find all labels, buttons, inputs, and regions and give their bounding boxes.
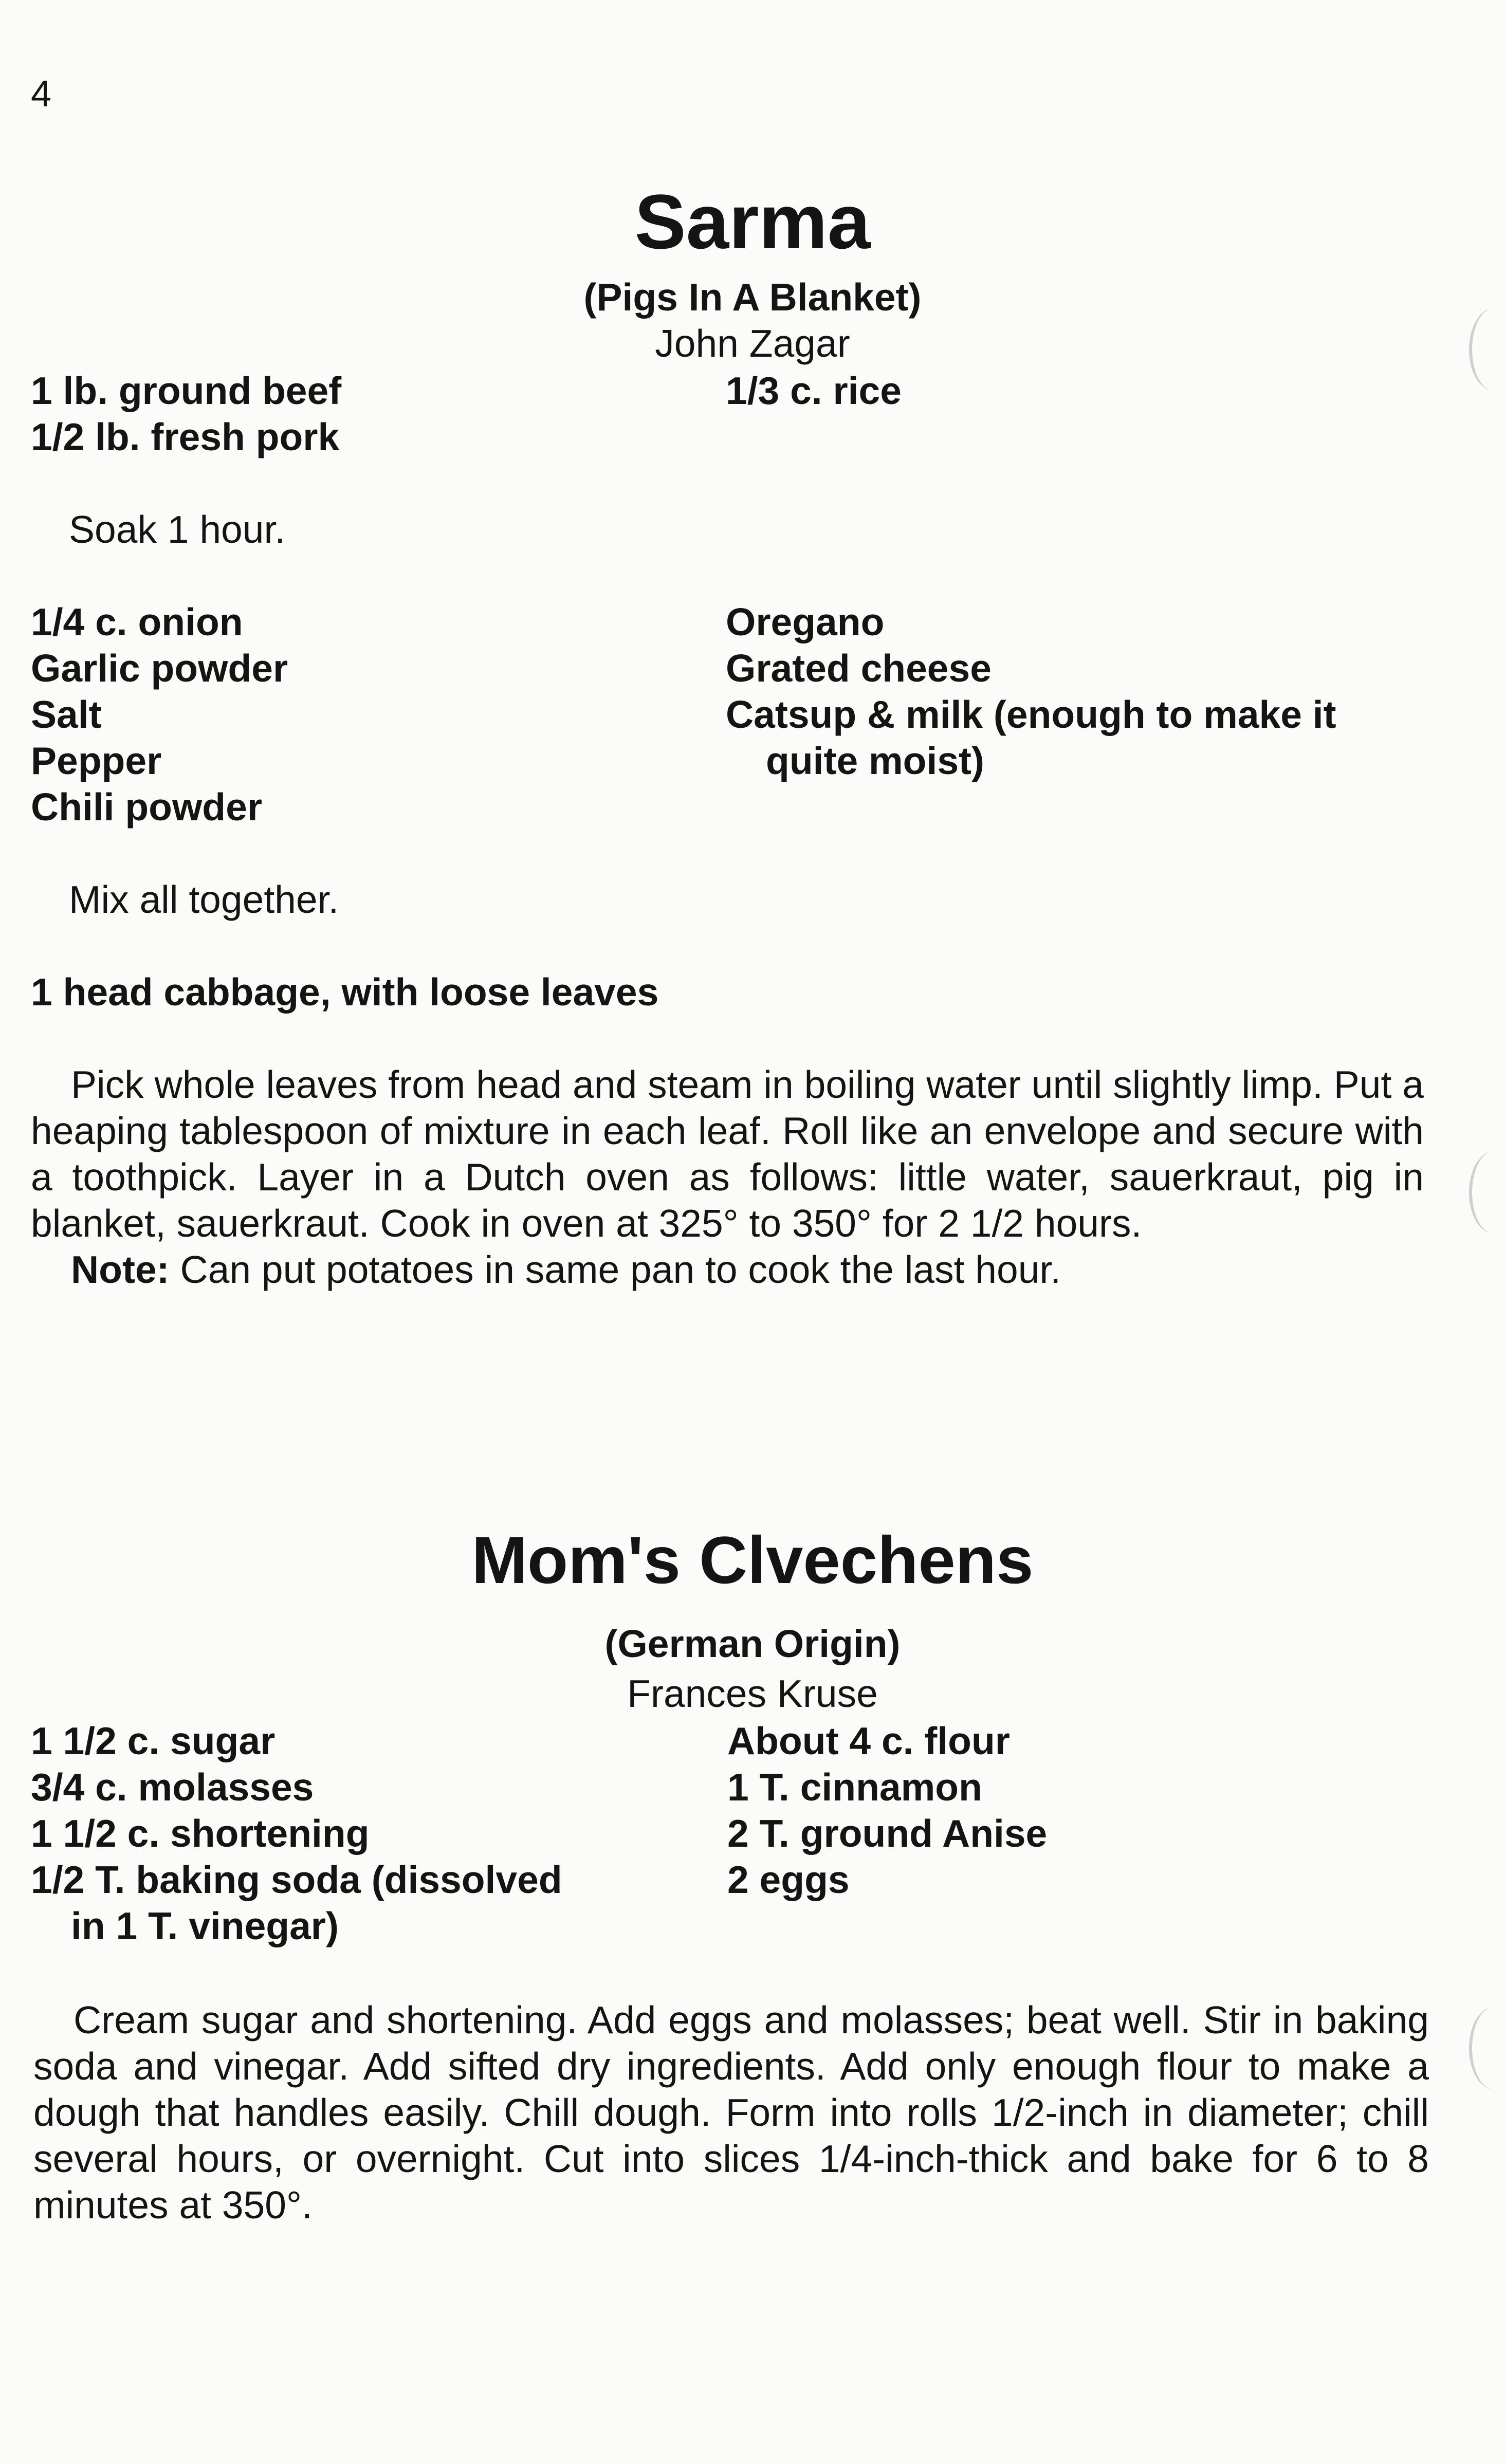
ingredient-list-right: [726, 599, 1336, 784]
ingredient-item: 1/4 c. onion: [31, 600, 243, 643]
ingredient-item: 1 1/2 c. sugar: [31, 1719, 276, 1762]
binder-hole-mark: [1469, 1151, 1505, 1234]
recipe-step: Soak 1 hour.: [69, 508, 286, 551]
ingredient-item: Salt: [31, 693, 102, 736]
ingredient-item: Pepper: [31, 739, 162, 782]
ingredient-item: 3/4 c. molasses: [31, 1766, 314, 1809]
ingredient-item: 1 1/2 c. shortening: [31, 1812, 370, 1855]
ingredient-item: quite moist): [766, 739, 984, 782]
recipe-step: Mix all together.: [69, 878, 339, 921]
ingredient-list-left: [31, 599, 288, 830]
ingredient-item: 1/3 c. rice: [726, 369, 902, 412]
ingredient-item: About 4 c. flour: [727, 1719, 1010, 1762]
ingredient-list-right: [726, 367, 902, 414]
ingredient-item: Oregano: [726, 600, 885, 643]
recipe-directions: [33, 1997, 1429, 2228]
ingredient-item: 1/2 T. baking soda (dissolved: [31, 1858, 562, 1901]
ingredient-list-left: [31, 1718, 562, 1949]
recipe-author: Frances Kruse: [627, 1672, 878, 1715]
ingredient-item: Chili powder: [31, 785, 262, 829]
recipe-directions: [31, 1061, 1424, 1246]
recipe-title: Mom's Clvechens: [471, 1522, 1034, 1597]
binder-hole-mark: [1469, 2007, 1505, 2089]
page-number: 4: [31, 73, 52, 115]
recipe-title: Sarma: [634, 178, 871, 265]
ingredient-item: in 1 T. vinegar): [71, 1904, 339, 1947]
ingredient-item: 2 eggs: [727, 1858, 850, 1901]
directions-text: Pick whole leaves from head and steam in boiling water until slightly limp. Put a heaping tablespoon of mixture in each leaf. Roll like an envelope and secure with a toothpick. Layer in a Dutch oven as follows: little water, sauerkraut, pig in blanket, sauerkraut. Cook in oven at 325° to 350° for 2 1/2 hours.: [31, 1063, 1424, 1245]
ingredient-item: 1 head cabbage, with loose leaves: [31, 970, 659, 1014]
ingredient-item: 1/2 lb. fresh pork: [31, 415, 340, 458]
ingredient-item: 1 T. cinnamon: [727, 1766, 982, 1809]
ingredient-item: 2 T. ground Anise: [727, 1812, 1048, 1855]
ingredient-item: 1 lb. ground beef: [31, 369, 342, 412]
recipe-subtitle: (Pigs In A Blanket): [583, 275, 922, 319]
recipe-note: [71, 1246, 1061, 1293]
note-text: Can put potatoes in same pan to cook the last hour.: [169, 1248, 1061, 1291]
note-label: Note:: [71, 1248, 170, 1291]
recipe-author: John Zagar: [655, 322, 850, 365]
directions-text: Cream sugar and shortening. Add eggs and molasses; beat well. Stir in baking soda and vinegar. Add sifted dry ingredients. Add only enough flour to make a dough that handles easily. Chill dough. Form into rolls 1/2-inch in diameter; chill several hours, or overnight. Cut into slices 1/4-inch-thick and bake for 6 to 8 minutes at 350°.: [33, 1998, 1429, 2227]
ingredient-item: Garlic powder: [31, 647, 288, 690]
ingredient-list-left: [31, 367, 341, 460]
ingredient-item: Grated cheese: [726, 647, 992, 690]
ingredient-list-right: [727, 1718, 1047, 1903]
binder-hole-mark: [1469, 308, 1505, 391]
recipe-subtitle: (German Origin): [604, 1622, 901, 1665]
ingredient-item: Catsup & milk (enough to make it: [726, 693, 1336, 736]
